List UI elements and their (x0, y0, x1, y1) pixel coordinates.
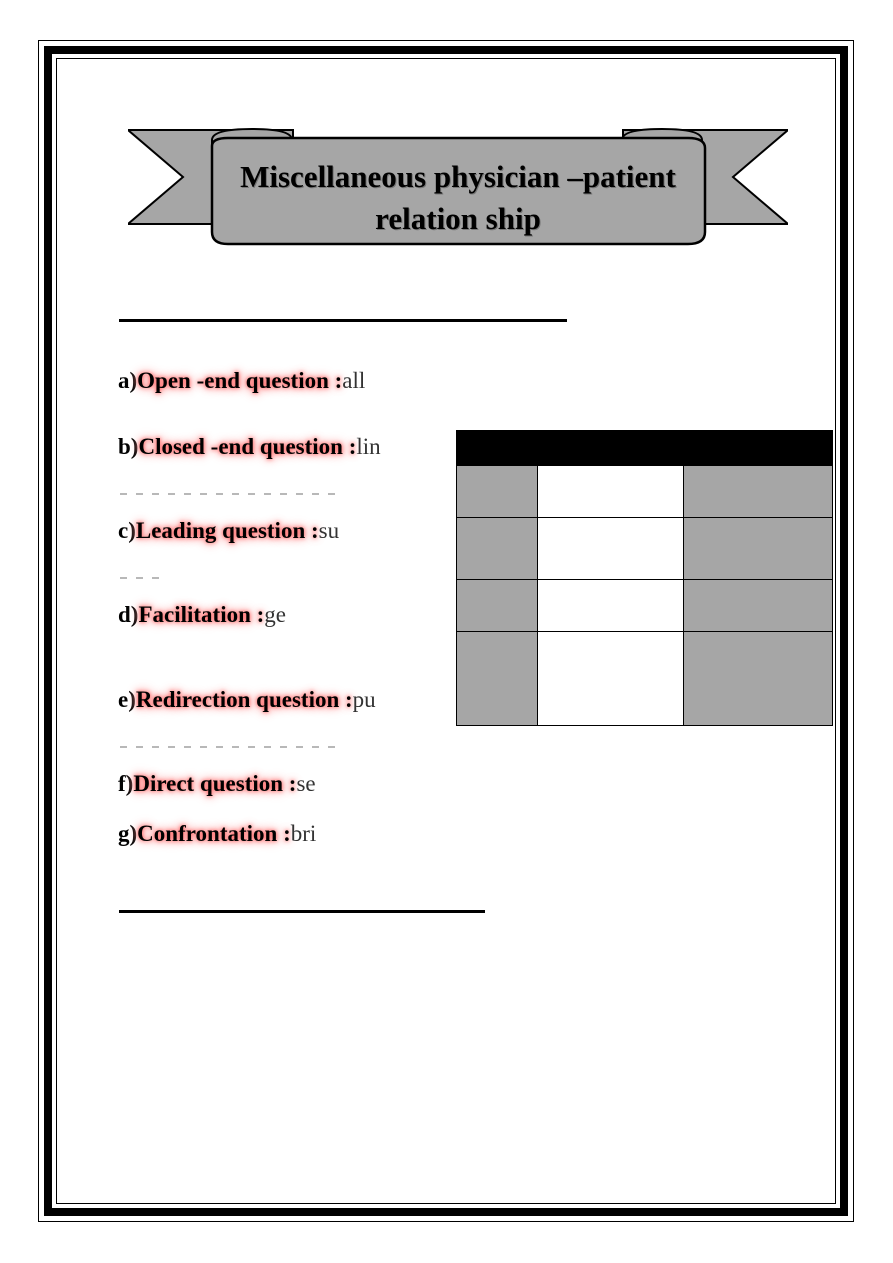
item-term: Direct question : (133, 771, 297, 796)
table-cell (457, 466, 538, 517)
item-marker: g) (118, 821, 138, 846)
table-cell (684, 632, 832, 725)
table-cell (457, 632, 538, 725)
section-rule-bottom (119, 910, 485, 913)
table-cell (457, 518, 538, 579)
cropped-text-fragment (120, 737, 340, 755)
table-cell (538, 518, 684, 579)
table-cell (457, 580, 538, 631)
table-cell (538, 580, 684, 631)
table-cell (538, 466, 684, 517)
item-marker: a) (118, 368, 138, 393)
item-definition: bri (290, 821, 317, 846)
table-row (457, 579, 832, 631)
table-row (457, 631, 832, 725)
item-marker: e) (118, 687, 136, 712)
banner-title-line1: Miscellaneous physician –patient (240, 159, 676, 194)
cropped-text-fragment (120, 484, 340, 502)
table-row (457, 517, 832, 579)
banner-title-line2: relation ship (375, 201, 541, 236)
item-term: Facilitation : (138, 602, 265, 627)
title-banner (128, 126, 788, 250)
list-item-redirection (118, 685, 376, 715)
table-cell (538, 632, 684, 725)
section-rule-top (119, 319, 567, 322)
list-item-leading (118, 516, 339, 546)
table-cell (684, 466, 832, 517)
item-marker: f) (118, 771, 134, 796)
item-definition: se (296, 771, 316, 796)
item-marker: b) (118, 434, 139, 459)
item-definition: pu (352, 687, 376, 712)
item-definition: su (318, 518, 340, 543)
item-term: Redirection question : (135, 687, 353, 712)
item-marker: c) (118, 518, 136, 543)
list-item-facilitation (118, 600, 286, 630)
item-marker: d) (118, 602, 139, 627)
item-term: Leading question : (135, 518, 319, 543)
list-item-closed-end (118, 432, 381, 462)
list-item-direct (118, 769, 316, 799)
comparison-table (456, 430, 833, 726)
banner-title (218, 156, 698, 240)
table-header (457, 431, 832, 465)
item-term: Confrontation : (137, 821, 291, 846)
table-row (457, 465, 832, 517)
table-cell (684, 580, 832, 631)
table-cell (684, 518, 832, 579)
list-item-confrontation (118, 819, 316, 849)
item-definition: ge (264, 602, 287, 627)
item-definition: all (342, 368, 366, 393)
item-term: Open -end question : (137, 368, 343, 393)
item-term: Closed -end question : (138, 434, 357, 459)
list-item-open-end (118, 366, 365, 396)
item-definition: lin (356, 434, 381, 459)
cropped-text-fragment (120, 568, 160, 586)
